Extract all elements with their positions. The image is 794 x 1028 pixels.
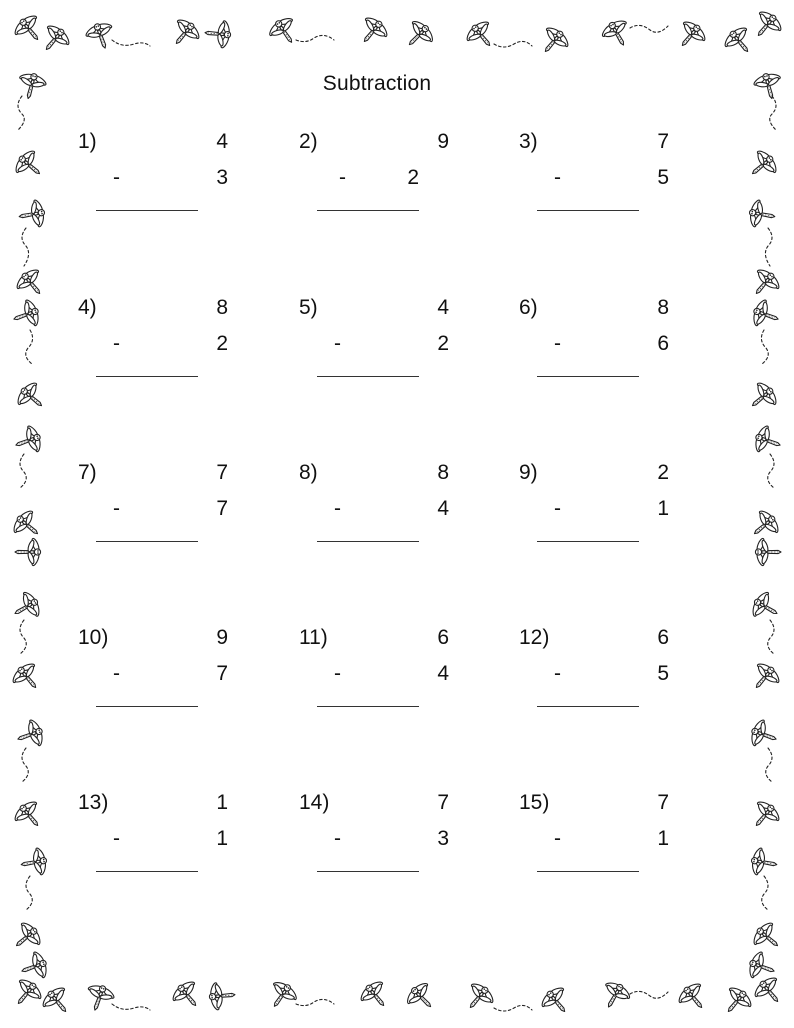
- answer-line: [317, 706, 419, 707]
- problem-1: [78, 130, 228, 220]
- answer-line: [317, 376, 419, 377]
- answer-line: [317, 871, 419, 872]
- minus-sign: -: [554, 827, 561, 850]
- dragonfly-icon: [720, 23, 759, 61]
- minus-sign: -: [334, 662, 341, 685]
- dragonfly-icon: [462, 17, 501, 55]
- minus-sign: -: [334, 827, 341, 850]
- flight-trail: [768, 454, 774, 488]
- worksheet-title: Subtraction: [322, 72, 432, 95]
- flight-trail: [296, 999, 334, 1005]
- problem-number: 11): [299, 626, 328, 649]
- problem-4: [78, 296, 228, 386]
- flight-trail: [26, 876, 32, 910]
- dragonfly-icon: [10, 797, 49, 835]
- subtrahend: 2: [407, 166, 419, 189]
- dragonfly-icon: [165, 15, 204, 53]
- problem-number: 15): [519, 791, 550, 814]
- minus-sign: -: [334, 332, 341, 355]
- minus-sign: -: [554, 497, 561, 520]
- minuend: 8: [657, 296, 669, 319]
- dragonfly-icon: [17, 198, 47, 231]
- dragonfly-icon: [745, 265, 784, 303]
- dragonfly-icon: [7, 918, 45, 957]
- dragonfly-icon: [749, 846, 779, 879]
- minuend: 9: [216, 626, 228, 649]
- flight-trail: [18, 96, 24, 130]
- answer-line: [537, 871, 639, 872]
- minuend: 4: [437, 296, 449, 319]
- dragonfly-icon: [81, 981, 117, 1015]
- problem-10: [78, 626, 228, 716]
- problem-13: [78, 791, 228, 881]
- dragonfly-icon: [399, 16, 438, 55]
- problem-number: 5): [299, 296, 318, 319]
- dragonfly-icon: [717, 983, 756, 1021]
- answer-line: [317, 541, 419, 542]
- problem-14: [299, 791, 449, 881]
- minuend: 4: [216, 130, 228, 153]
- dragonfly-icon: [596, 978, 634, 1015]
- dragonfly-icon: [38, 983, 77, 1021]
- minuend: 1: [216, 791, 228, 814]
- dragonfly-icon: [748, 588, 785, 626]
- problem-number: 3): [519, 130, 538, 153]
- flight-trail: [494, 1005, 532, 1011]
- dragonfly-icon: [534, 23, 573, 61]
- minuend: 7: [657, 130, 669, 153]
- dragonfly-icon: [751, 423, 785, 459]
- dragonfly-icon: [356, 977, 395, 1015]
- answer-line: [96, 871, 198, 872]
- dragonfly-icon: [747, 198, 777, 231]
- subtrahend: 4: [437, 497, 449, 520]
- subtrahend: 6: [657, 332, 669, 355]
- subtrahend: 7: [216, 497, 228, 520]
- subtrahend: 7: [216, 662, 228, 685]
- flight-trail: [22, 748, 28, 782]
- dragonfly-icon: [35, 21, 74, 59]
- problem-number: 2): [299, 130, 318, 153]
- minuend: 2: [657, 461, 669, 484]
- dragonfly-icon: [9, 506, 47, 545]
- problem-number: 10): [78, 626, 109, 649]
- dragonfly-icon: [168, 977, 207, 1015]
- flight-trail: [770, 96, 776, 130]
- problem-12: [519, 626, 669, 716]
- dragonfly-icon: [9, 297, 43, 333]
- minuend: 7: [657, 791, 669, 814]
- subtrahend: 3: [437, 827, 449, 850]
- problem-number: 4): [78, 296, 97, 319]
- flight-trail: [22, 228, 29, 266]
- problem-number: 8): [299, 461, 318, 484]
- problem-number: 1): [78, 130, 97, 153]
- dragonfly-icon: [747, 7, 786, 45]
- minus-sign: -: [113, 662, 120, 685]
- minus-sign: -: [334, 497, 341, 520]
- answer-line: [537, 376, 639, 377]
- dragonfly-icon: [745, 797, 784, 835]
- dragonfly-icon: [13, 378, 51, 417]
- minuend: 8: [216, 296, 228, 319]
- dragonfly-icon: [10, 11, 49, 49]
- flight-trail: [20, 454, 26, 488]
- dragonfly-icon: [755, 538, 781, 567]
- minus-sign: -: [113, 332, 120, 355]
- problem-8: [299, 461, 449, 551]
- minus-sign: -: [554, 662, 561, 685]
- minuend: 6: [437, 626, 449, 649]
- answer-line: [537, 706, 639, 707]
- dragonfly-icon: [263, 977, 301, 1015]
- dragonfly-icon: [8, 659, 47, 697]
- flight-trail: [765, 228, 772, 266]
- minuend: 6: [657, 626, 669, 649]
- dragonfly-icon: [598, 16, 636, 53]
- dragonfly-icon: [208, 980, 236, 1011]
- answer-line: [96, 541, 198, 542]
- problem-9: [519, 461, 669, 551]
- minus-sign: -: [554, 166, 561, 189]
- dragonfly-icon: [751, 70, 785, 102]
- dragonfly-icon: [204, 18, 232, 49]
- dragonfly-icon: [83, 19, 119, 53]
- problem-2: [299, 130, 449, 220]
- dragonfly-icon: [11, 423, 45, 459]
- problem-number: 6): [519, 296, 538, 319]
- subtrahend: 5: [657, 166, 669, 189]
- flight-trail: [768, 620, 774, 654]
- subtrahend: 1: [657, 827, 669, 850]
- problem-3: [519, 130, 669, 220]
- problem-7: [78, 461, 228, 551]
- dragonfly-icon: [15, 538, 41, 567]
- problem-number: 14): [299, 791, 330, 814]
- dragonfly-icon: [7, 975, 46, 1013]
- dragonfly-icon: [13, 717, 47, 753]
- problem-5: [299, 296, 449, 386]
- minus-sign: -: [113, 166, 120, 189]
- flight-trail: [630, 991, 668, 998]
- dragonfly-icon: [674, 979, 713, 1017]
- dragonfly-icon: [17, 949, 51, 985]
- minuend: 7: [216, 461, 228, 484]
- flight-trail: [20, 620, 26, 654]
- flight-trail: [112, 1004, 150, 1010]
- flight-trail: [630, 25, 668, 32]
- flight-trail: [766, 748, 772, 782]
- minuend: 7: [437, 791, 449, 814]
- dragonfly-icon: [12, 265, 51, 303]
- minuend: 9: [437, 130, 449, 153]
- dragonfly-icon: [353, 13, 392, 51]
- dragonfly-icon: [745, 659, 784, 697]
- dragonfly-icon: [750, 973, 789, 1011]
- problem-number: 9): [519, 461, 538, 484]
- flight-trail: [296, 35, 334, 41]
- dragonfly-icon: [743, 378, 781, 417]
- problem-number: 13): [78, 791, 109, 814]
- subtrahend: 1: [657, 497, 669, 520]
- flight-trail: [26, 330, 33, 364]
- answer-line: [317, 210, 419, 211]
- flight-trail: [761, 330, 768, 364]
- minus-sign: -: [113, 497, 120, 520]
- subtrahend: 5: [657, 662, 669, 685]
- flight-trail: [762, 876, 768, 910]
- flight-trail: [112, 40, 150, 46]
- subtrahend: 2: [437, 332, 449, 355]
- answer-line: [96, 706, 198, 707]
- problem-6: [519, 296, 669, 386]
- dragonfly-icon: [402, 978, 441, 1017]
- dragonfly-icon: [11, 146, 49, 185]
- dragonfly-icon: [743, 146, 781, 185]
- dragonfly-icon: [459, 979, 498, 1017]
- dragonfly-icon: [8, 588, 45, 626]
- dragonfly-icon: [537, 983, 576, 1021]
- dragonfly-icon: [19, 846, 49, 879]
- subtrahend: 2: [216, 332, 228, 355]
- answer-line: [537, 541, 639, 542]
- dragonfly-icon: [747, 717, 781, 753]
- answer-line: [537, 210, 639, 211]
- minus-sign: -: [339, 166, 346, 189]
- dragonfly-icon: [265, 13, 303, 51]
- subtrahend: 3: [216, 166, 228, 189]
- answer-line: [96, 210, 198, 211]
- problem-number: 12): [519, 626, 550, 649]
- minuend: 8: [437, 461, 449, 484]
- problem-number: 7): [78, 461, 97, 484]
- problem-15: [519, 791, 669, 881]
- dragonfly-icon: [749, 918, 787, 957]
- problem-11: [299, 626, 449, 716]
- flight-trail: [494, 41, 532, 47]
- subtrahend: 1: [216, 827, 228, 850]
- dragonfly-icon: [749, 297, 783, 333]
- answer-line: [96, 376, 198, 377]
- minus-sign: -: [554, 332, 561, 355]
- dragonfly-icon: [671, 17, 710, 55]
- minus-sign: -: [113, 827, 120, 850]
- subtrahend: 4: [437, 662, 449, 685]
